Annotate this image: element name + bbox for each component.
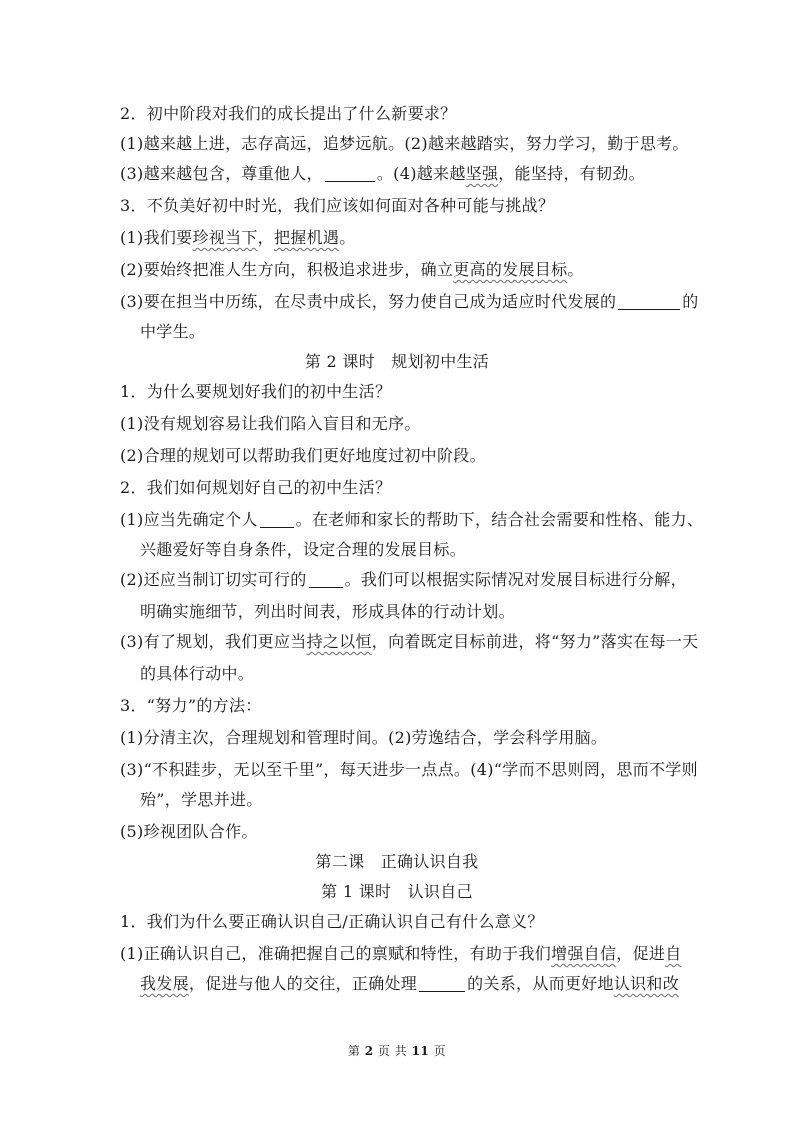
answer-line: (3)越来越包含，尊重他人， 。(4)越来越坚强，能坚持，有韧劲。 — [120, 164, 645, 183]
fill-blank[interactable] — [419, 975, 465, 992]
answer-line: (1)没有规划容易让我们陷入盲目和无序。 — [120, 414, 421, 433]
answer-line: (1)正确认识自己，准确把握自己的禀赋和特性，有助于我们增强自信，促进自 — [120, 944, 682, 963]
answer-line: (2)要始终把准人生方向，积极追求进步，确立更高的发展目标。 — [120, 260, 584, 279]
answer-line-continued: 殆”，学思并进。 — [140, 790, 263, 809]
answer-line: (1)我们要珍视当下，把握机遇。 — [120, 228, 356, 247]
question-heading: 2．初中阶段对我们的成长提出了什么新要求？ — [120, 104, 457, 123]
answer-line: (2)还应当制订切实可行的 。我们可以根据实际情况对发展目标进行分解， — [120, 570, 687, 589]
question-heading: 2．我们如何规划好自己的初中生活？ — [120, 478, 392, 497]
answer-line: (2)合理的规划可以帮助我们更好地度过初中阶段。 — [120, 446, 486, 465]
page-number: 2 — [364, 1044, 374, 1058]
answer-line: (3)有了规划，我们更应当持之以恒，向着既定目标前进，将“努力”落实在每一天 — [120, 632, 699, 651]
answer-line-continued: 兴趣爱好等自身条件，设定合理的发展目标。 — [140, 540, 467, 559]
answer-line: (3)“不积跬步，无以至千里”，每天进步一点点。(4)“学而不思则罔，思而不学则 — [120, 760, 698, 779]
fill-blank[interactable] — [325, 165, 375, 182]
answer-line: (1)应当先确定个人 。在老师和家长的帮助下，结合社会需要和性格、能力、 — [120, 510, 704, 529]
fill-blank[interactable] — [260, 511, 294, 528]
answer-line: (5)珍视团队合作。 — [120, 822, 258, 841]
answer-line: (1)分清主次，合理规划和管理时间。(2)劳逸结合，学会科学用脑。 — [120, 728, 608, 747]
section-title: 第 2 课时 规划初中生活 — [304, 352, 490, 371]
section-title: 第 1 课时 认识自己 — [321, 882, 473, 901]
answer-line-continued: 中学生。 — [140, 322, 206, 341]
answer-line: (1)越来越上进，志存高远，追梦远航。(2)越来越踏实，努力学习，勤于思考。 — [120, 134, 689, 153]
lesson-title: 第二课 正确认识自我 — [315, 852, 479, 871]
answer-line: (3)要在担当中历练，在尽责中成长，努力使自己成为适应时代发展的 的 — [120, 292, 699, 311]
question-heading: 3．“努力”的方法： — [120, 696, 262, 715]
fill-blank[interactable] — [618, 293, 680, 310]
page-total: 11 — [411, 1044, 430, 1058]
question-heading: 3．不负美好初中时光，我们应该如何面对各种可能与挑战？ — [120, 196, 555, 215]
page-footer: 第 2 页 共 11 页 — [347, 1044, 447, 1058]
answer-line-continued: 明确实施细节，列出时间表，形成具体的行动计划。 — [140, 602, 515, 621]
answer-line-continued: 的具体行动中。 — [140, 664, 255, 683]
fill-blank[interactable] — [309, 571, 343, 588]
answer-line-continued: 我发展，促进与他人的交往，正确处理 的关系，从而更好地认识和改 — [140, 974, 680, 993]
question-heading: 1．我们为什么要正确认识自己/正确认识自己有什么意义？ — [120, 912, 544, 931]
question-heading: 1．为什么要规划好我们的初中生活？ — [120, 382, 392, 401]
